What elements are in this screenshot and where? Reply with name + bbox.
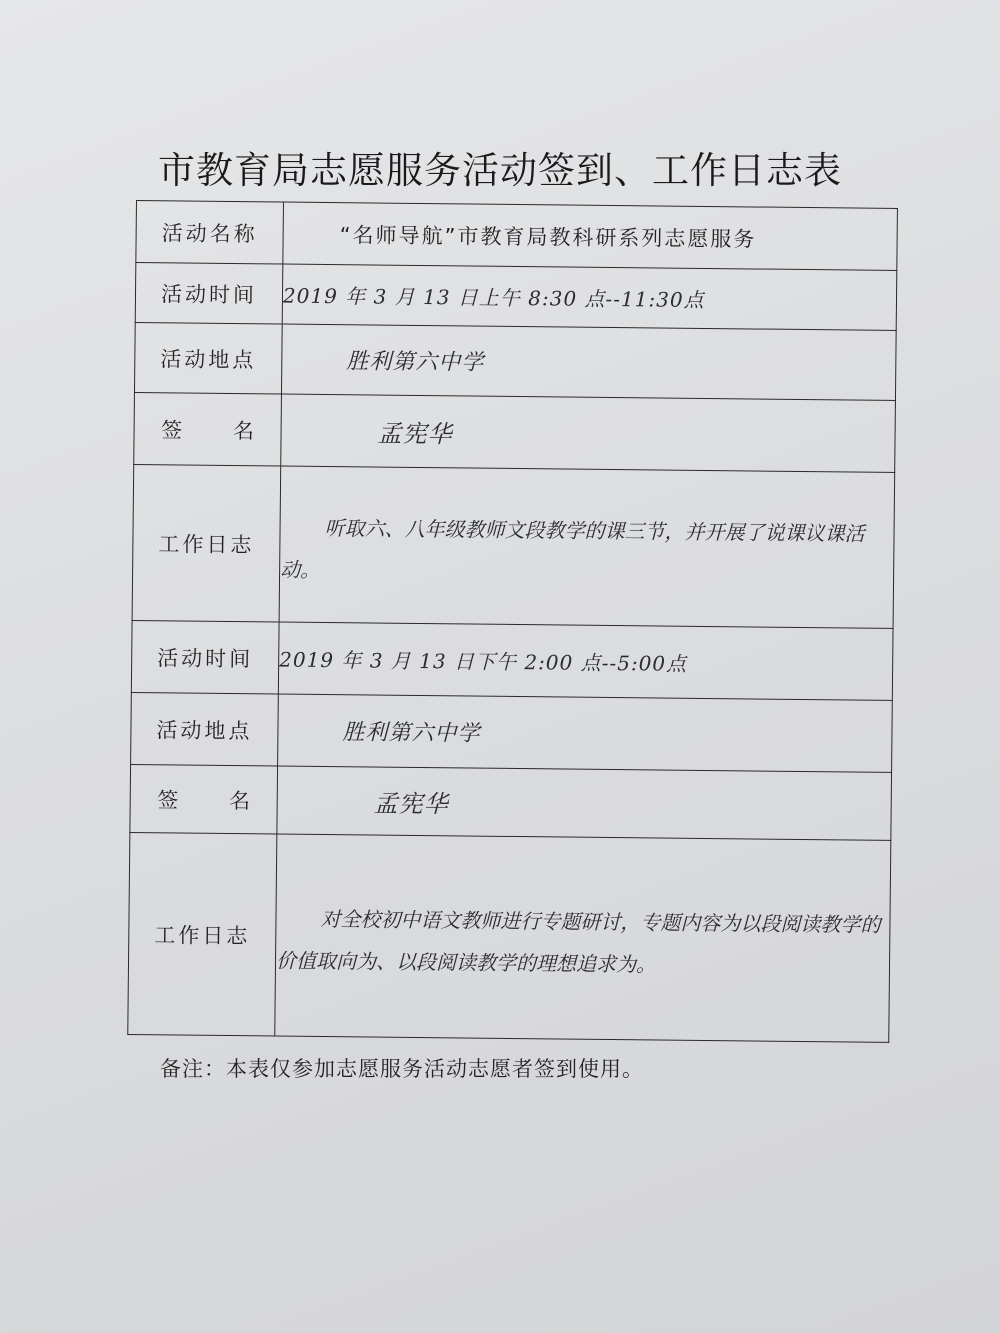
time-handwritten: 2019 年 3 月 13 日上午 8:30 点--11:30点 [282,283,705,312]
time-label: 活动时间 [131,620,279,694]
page-title: 市教育局志愿服务活动签到、工作日志表 [158,149,842,192]
table-row-work-log [128,832,891,1042]
signature-value: 孟宪华 [281,394,896,472]
work-log-value [275,834,891,1042]
signature-label: 签 名 [130,764,278,834]
work-log-label: 工作日志 [128,832,277,1036]
place-value: 胜利第六中学 [278,694,893,772]
table-row-place [131,692,893,772]
table-row-work-log [132,464,895,628]
place-label: 活动地点 [134,322,282,394]
table-row-activity-name [136,201,898,271]
footnote: 备注：本表仅参加志愿服务活动志愿者签到使用。 [160,1057,644,1081]
table-row-time [131,620,893,700]
time-value [282,264,897,330]
time-label: 活动时间 [135,263,283,325]
table-row-place [134,322,896,400]
table-row-signature [134,392,896,472]
time-handwritten: 2019 年 3 月 13 日下午 2:00 点--5:00点 [279,647,688,676]
work-log-value [279,466,895,628]
activity-name-label: 活动名称 [136,201,284,265]
place-value: 胜利第六中学 [281,324,896,400]
signature-label: 签 名 [134,392,282,466]
work-log-text: 对全校初中语文教师进行专题研讨，专题内容为以段阅读教学的价值取向为、以段阅读教学的理想追求为。 [275,906,881,976]
activity-name-value: “名师导航”市教育局教科研系列志愿服务 [283,202,898,270]
signin-log-table [127,200,898,1043]
table-row-signature [130,764,892,840]
work-log-text: 听取六、八年级教师文段教学的课三节，并开展了说课议课活动。 [280,515,865,582]
table-row-time [135,263,897,331]
work-log-label: 工作日志 [132,464,281,622]
signature-value: 孟宪华 [277,766,892,840]
time-value [278,622,893,700]
place-label: 活动地点 [131,692,279,766]
